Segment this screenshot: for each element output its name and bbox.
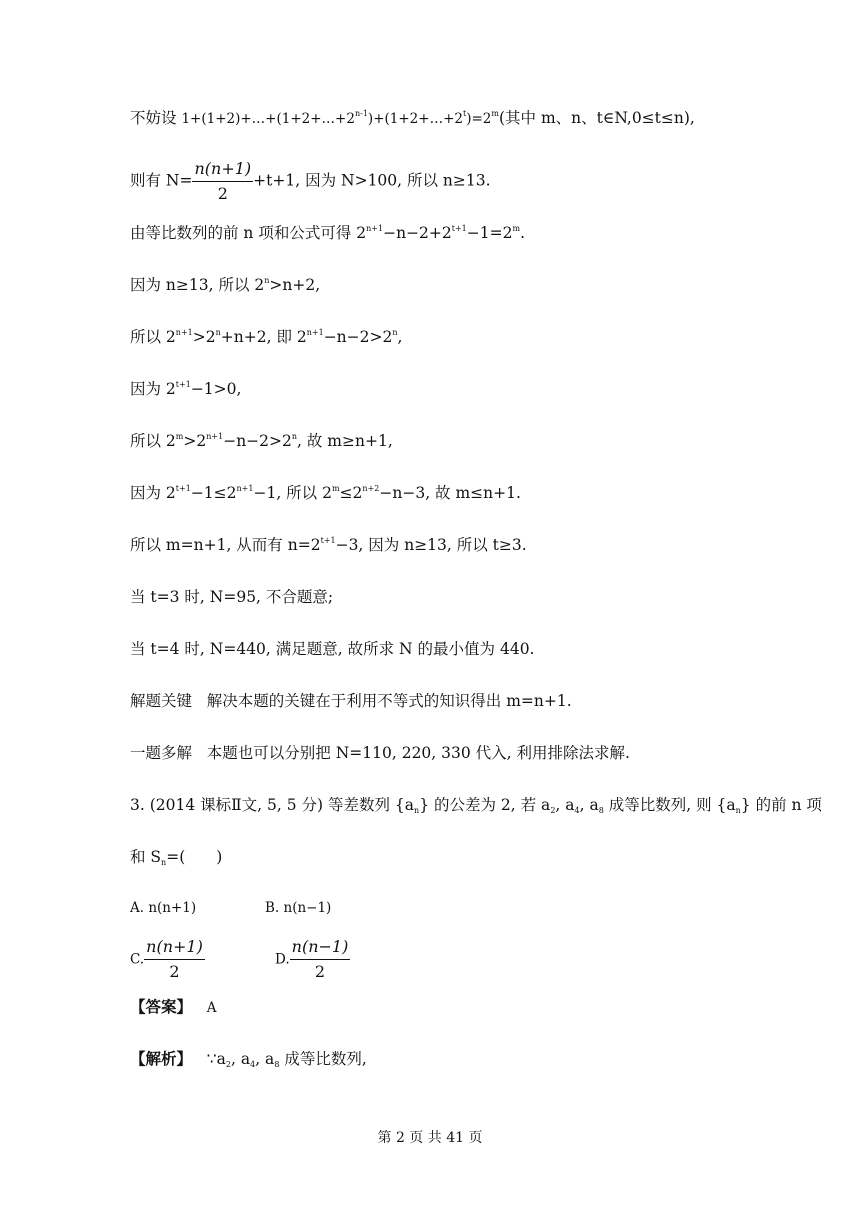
fraction: $\frac{n(n+1)}{2}$ — [194, 159, 252, 203]
analysis-label: 【解析】 — [130, 1049, 193, 1068]
question-3-stem: 3. (2014 课标Ⅱ文, 5, 5 分) 等差数列 $\{a_n\}$ 的公差为 2, 若 $a_2$, $a_4$, $a_8$ 成等比数列, 则 $\{a_n\}$ 的前 n 项 — [130, 796, 822, 815]
line-geometric-sum: 由等比数列的前 n 项和公式可得 $2^{n+1}-n-2+2^{t+1}-1=2^m$. — [130, 224, 526, 242]
answer-line — [130, 996, 217, 1019]
line-n-formula: 则有 N= $\frac{n(n+1)}{2}$ +t+1, 因为 N>100, 所以 n≥13. — [130, 159, 491, 203]
line-m-equals: 所以 m=n+1, 从而有 $n=2^{t+1}-3$, 因为 n≥13, 所以 t≥3. — [130, 536, 527, 554]
line-assumption: 不妨设 $1+(1+2)+\dots+(1+2+\dots+2^{n-1})+(1+2+\dots+2^t)=2^m$(其中 m、n、t∈N,0≤t≤n), — [130, 109, 695, 127]
line-inequality-2: 因为 $2^{t+1}-1>0$, — [130, 380, 242, 398]
option-d: D. $\frac{n(n-1)}{2}$ — [275, 937, 349, 981]
line-inequality-4: 因为 $2^{t+1}-1\le 2^{n+1}-1$, 所以 $2^m\le 2^{n+2}-n-3$, 故 m≤n+1. — [130, 484, 521, 502]
option-c: C. $\frac{n(n+1)}{2}$ — [130, 937, 203, 981]
line-case-t3: 当 t=3 时, N=95, 不合题意; — [130, 588, 334, 606]
question-3-stem-cont: 和 $S_n=$( ) — [130, 848, 223, 867]
options-row-cd — [130, 936, 350, 983]
key-point-label: 解题关键 — [130, 692, 193, 710]
line-n-ge-13: 因为 n≥13, 所以 $2^n>n+2$, — [130, 276, 321, 294]
options-row-ab — [130, 896, 331, 919]
option-d-fraction: $\frac{n(n-1)}{2}$ — [291, 937, 349, 981]
line-inequality-1: 所以 $2^{n+1}>2^n+n+2$, 即 $2^{n+1}-n-2>2^n$, — [130, 328, 403, 346]
option-b: B. n(n−1) — [265, 900, 332, 916]
analysis-line: 【解析】 $\because a_2$, $a_4$, $a_8$ 成等比数列, — [130, 1049, 367, 1069]
answer-label: 【答案】 — [130, 997, 193, 1016]
option-c-fraction: $\frac{n(n+1)}{2}$ — [146, 937, 203, 981]
line-inequality-3: 所以 $2^m>2^{n+1}-n-2>2^n$, 故 m≥n+1, — [130, 432, 393, 450]
line-alt-solution: 一题多解 本题也可以分别把 N=110, 220, 330 代入, 利用排除法求解. — [130, 744, 630, 762]
option-a: A. n(n+1) — [130, 900, 197, 916]
line-key-point: 解题关键 解决本题的关键在于利用不等式的知识得出 m=n+1. — [130, 692, 572, 710]
answer-value: A — [206, 1000, 217, 1016]
page-footer: 第 2 页 共 41 页 — [377, 1130, 483, 1146]
alt-solution-label: 一题多解 — [130, 744, 193, 762]
line-case-t4: 当 t=4 时, N=440, 满足题意, 故所求 N 的最小值为 440. — [130, 640, 535, 658]
